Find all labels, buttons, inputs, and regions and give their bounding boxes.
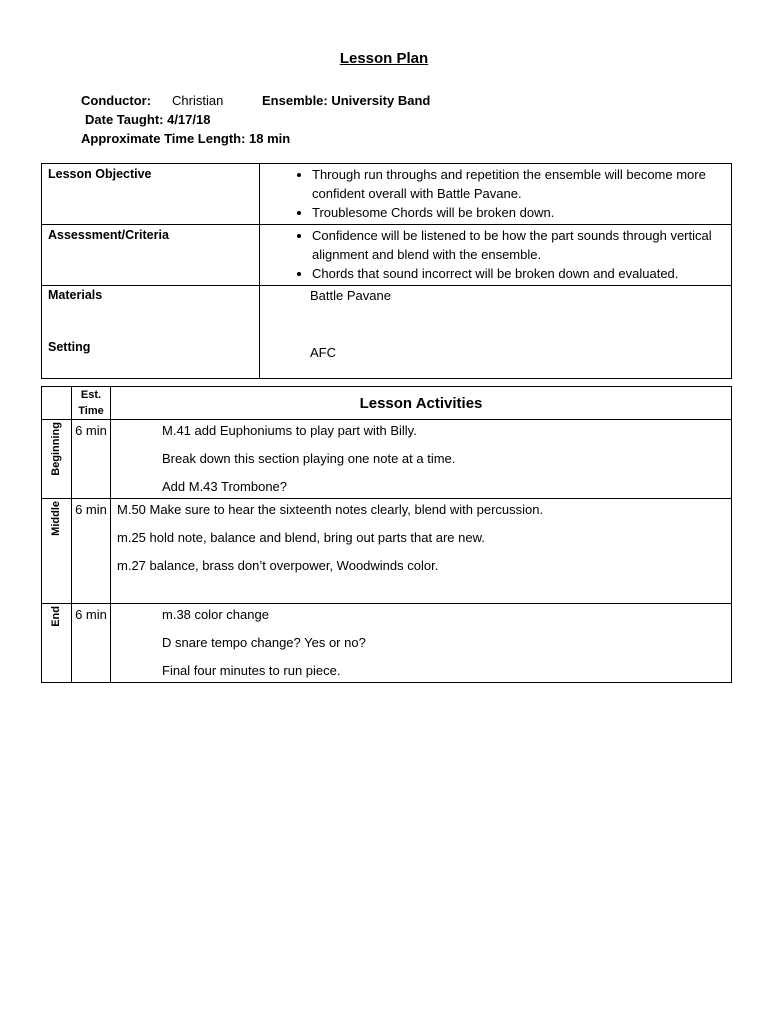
setting-label: Setting: [48, 340, 91, 354]
materials-label: Materials: [48, 288, 103, 302]
est-time-header: Est. Time: [72, 387, 111, 420]
activity-item: m.38 color change: [162, 607, 269, 622]
activity-item: D snare tempo change? Yes or no?: [162, 635, 366, 650]
conductor-label: Conductor:: [81, 93, 152, 108]
activities-header-row: [42, 387, 732, 420]
activity-item: m.27 balance, brass don’t overpower, Woodwinds color.: [117, 558, 439, 573]
phase-label: End: [49, 606, 62, 627]
activity-row-beginning: [42, 420, 732, 499]
phase-label: Beginning: [49, 422, 62, 476]
activity-item: M.41 add Euphoniums to play part with Billy.: [162, 423, 417, 438]
phase-label: Middle: [49, 501, 62, 536]
objective-label: Lesson Objective: [42, 164, 260, 225]
objective-cell: [260, 164, 732, 225]
assessment-row: [42, 225, 732, 286]
objective-item: • Through run throughs and repetition the ensemble will become more confident overall with Battle Pavane.: [312, 165, 725, 203]
setting-value: AFC: [310, 345, 336, 360]
activity-row-middle: [42, 499, 732, 604]
objective-list: [286, 165, 725, 222]
activities-title: Lesson Activities: [111, 387, 732, 420]
activities-table: [41, 386, 732, 683]
activity-item: Break down this section playing one note at a time.: [162, 451, 456, 466]
activity-row-end: [42, 604, 732, 683]
page-title: Lesson Plan: [339, 50, 429, 67]
date-taught: Date Taught: 4/17/18: [85, 112, 211, 127]
assessment-list: [286, 226, 725, 283]
activity-item: m.25 hold note, balance and blend, bring out parts that are new.: [117, 530, 485, 545]
objective-row: [42, 164, 732, 225]
phase-cell: [42, 499, 72, 604]
objective-item: • Troublesome Chords will be broken down.: [312, 203, 725, 222]
activities-cell: [111, 499, 732, 604]
time-cell: 6 min: [72, 420, 111, 499]
materials-setting-values: [260, 286, 732, 379]
materials-row: [42, 286, 732, 379]
ensemble-text: Ensemble: University Band: [262, 93, 431, 108]
conductor-value: Christian: [172, 93, 224, 108]
activity-item: Add M.43 Trombone?: [162, 479, 288, 494]
assessment-cell: [260, 225, 732, 286]
activities-cell: [111, 420, 732, 499]
assessment-item: • Confidence will be listened to be how the part sounds through vertical alignment and blend with the ensemble.: [312, 226, 725, 264]
time-cell: 6 min: [72, 499, 111, 604]
time-cell: 6 min: [72, 604, 111, 683]
assessment-item: • Chords that sound incorrect will be broken down and evaluated.: [312, 264, 725, 283]
objectives-table: [41, 163, 732, 379]
phase-cell: [42, 420, 72, 499]
assessment-label: Assessment/Criteria: [42, 225, 260, 286]
phase-header-cell: [42, 387, 72, 420]
activities-cell: [111, 604, 732, 683]
phase-cell: [42, 604, 72, 683]
activity-item: M.50 Make sure to hear the sixteenth notes clearly, blend with percussion.: [117, 502, 544, 517]
activity-item: Final four minutes to run piece.: [162, 663, 341, 678]
materials-setting-labels: [42, 286, 260, 379]
time-length: Approximate Time Length: 18 min: [81, 131, 291, 146]
materials-value: Battle Pavane: [310, 288, 391, 303]
